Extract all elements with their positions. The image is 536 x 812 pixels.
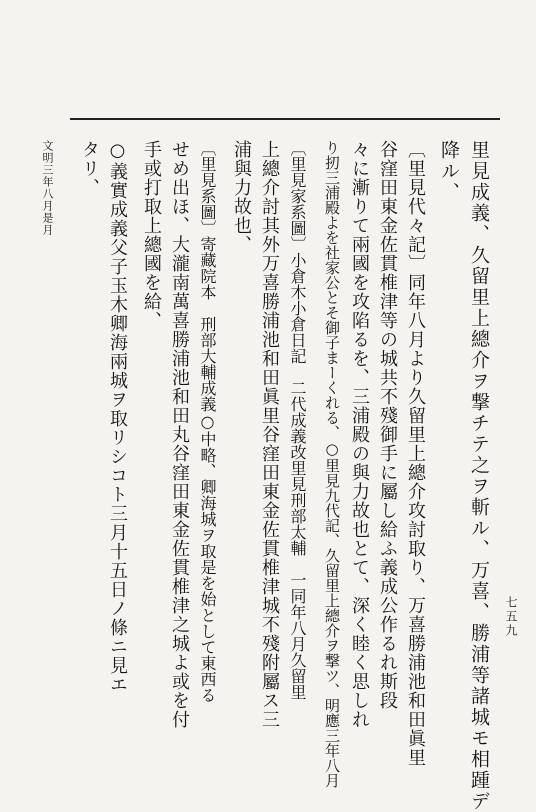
- text-column-4: 谷窪田東金佐貫椎津等の城共不殘御手に屬し給ふ義成公作るれ斯段: [377, 140, 398, 710]
- header-rule: [70, 118, 500, 120]
- text-column-2: 降ル、: [438, 140, 460, 203]
- page-number: 七五九: [504, 596, 518, 638]
- text-column-8: 上總介討其外万喜勝浦池和田眞里谷窪田東金佐貫椎津城不殘附屬ス三: [259, 140, 280, 729]
- text-column-11: せめ出ほ、大瀧南萬喜勝浦池和田丸谷窪田東金佐貫椎津之城よ或を付: [169, 140, 190, 729]
- margin-date-note: 文明三年八月是月: [41, 140, 54, 236]
- text-column-12: 手或打取上總國を給、: [141, 140, 162, 330]
- text-column-9: 浦與力故也、: [231, 140, 252, 254]
- text-column-14: タリ、: [79, 140, 100, 197]
- text-column-6: り扨三浦殿よを社家公とそ御子まーくれる、○里見九代記、久留里上總介ヲ撃ツ、明應三年八月: [323, 140, 341, 788]
- text-column-10: 〔里見系圖〕寄藏院本 刑部大輔成義○中略、卿海城ヲ取是を始として東西る: [198, 140, 217, 703]
- text-column-5: 々に漸りて兩國を攻陷るを、三浦殿の與力故也とて、深く睦く思しれ: [349, 140, 370, 729]
- text-column-1: 里見成義、久留里上總介ヲ撃チテ之ヲ斬ル、万喜、勝浦等諸城モ相踵デ: [468, 140, 490, 812]
- text-column-3: 〔里見代々記〕同年八月より久留里上總介攻討取り、万喜勝浦池和田眞里: [405, 140, 426, 767]
- text-column-7: 〔里見家系圖〕小倉木小倉日記 二代成義改里見刑部太輔 一同年八月久留里: [288, 140, 307, 700]
- text-column-13: ○義實成義父子玉木卿海兩城ヲ取リシコト三月十五日ノ條ニ見エ: [107, 140, 128, 694]
